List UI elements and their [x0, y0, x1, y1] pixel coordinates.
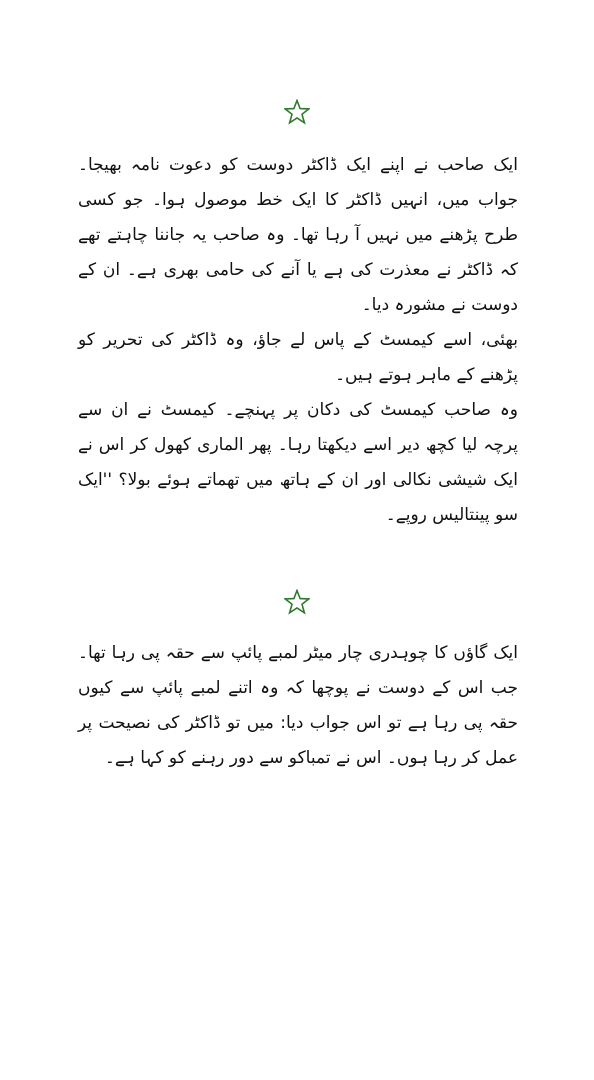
story-2 [78, 636, 518, 776]
section-divider-1 [0, 97, 594, 127]
star-outline-icon [284, 589, 310, 615]
story-1-paragraph-3: وہ صاحب کیمسٹ کی دکان پر پہنچے۔ کیمسٹ نے ان سے پرچہ لیا کچھ دیر اسے دیکھتا رہا۔ پھر الماری کھول کر اس نے ایک شیشی نکالی اور ان کے ہاتھ میں تھماتے ہوئے بولا؟ ''ایک سو پینتالیس روپے۔ [78, 400, 518, 525]
story-1 [78, 148, 518, 533]
story-2-paragraph-1: ایک گاؤں کا چوہدری چار میٹر لمبے پائپ سے حقہ پی رہا تھا۔ جب اس کے دوست نے پوچھا کہ وہ اتنے لمبے پائپ سے کیوں حقہ پی رہا ہے تو اس جواب دیا: میں تو ڈاکٹر کی نصیحت پر عمل کر رہا ہوں۔ اس نے تمباکو سے دور رہنے کو کہا ہے۔ [78, 643, 518, 768]
story-1-paragraph-1: ایک صاحب نے اپنے ایک ڈاکٹر دوست کو دعوت نامہ بھیجا۔ جواب میں، انہیں ڈاکٹر کا ایک خط موصول ہوا۔ جو کسی طرح پڑھنے میں نہیں آ رہا تھا۔ وہ صاحب یہ جاننا چاہتے تھے کہ ڈاکٹر نے معذرت کی ہے یا آنے کی حامی بھری ہے۔ ان کے دوست نے مشورہ دیا۔ [78, 155, 518, 315]
story-1-paragraph-2: بھئی، اسے کیمسٹ کے پاس لے جاؤ، وہ ڈاکٹر کی تحریر کو پڑھنے کے ماہر ہوتے ہیں۔ [78, 330, 518, 385]
section-divider-2 [0, 587, 594, 617]
star-outline-icon [284, 99, 310, 125]
